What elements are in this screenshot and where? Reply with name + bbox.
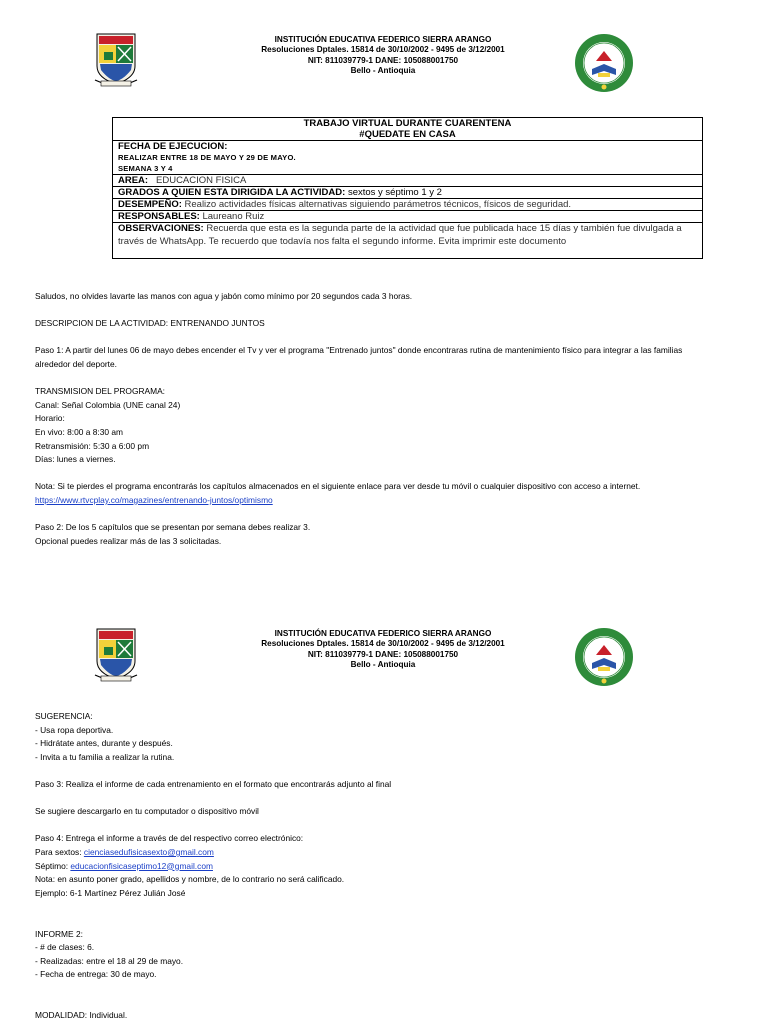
realizadas-text: - Realizadas: entre el 18 al 29 de mayo.	[35, 955, 184, 966]
institution-seal-logo-2	[574, 627, 634, 687]
area-cell	[113, 175, 703, 187]
program-link[interactable]: https://www.rtvcplay.co/magazines/entrenando-juntos/optimismo	[35, 494, 273, 505]
en-vivo-text: En vivo: 8:00 a 8:30 am	[35, 426, 123, 437]
grados-label: GRADOS A QUIEN ESTA DIRIGIDA LA ACTIVIDAD:	[118, 187, 346, 198]
info-title-line-2: #QUEDATE EN CASA	[359, 129, 456, 140]
grados-value: sextos y séptimo 1 y 2	[347, 187, 442, 198]
observaciones-cell	[113, 223, 703, 259]
horario-text: Horario:	[35, 413, 65, 424]
asunto-nota-text: Nota: en asunto poner grado, apellidos y nombre, de lo contrario no será calificado.	[35, 874, 345, 885]
descripcion-heading: DESCRIPCION DE LA ACTIVIDAD: ENTRENANDO JUNTOS	[35, 318, 265, 329]
paso4-text: Paso 4: Entrega el informe a través de del respectivo correo electrónico:	[35, 833, 304, 844]
sextos-email-link[interactable]: cienciasedufisicasexto@gmail.com	[83, 846, 214, 857]
saludos-text: Saludos, no olvides lavarte las manos con agua y jabón como mínimo por 20 segundos cada 3 horas.	[35, 291, 413, 301]
desempeno-value: Realizo actividades físicas alternativas siguiendo parámetros técnicos, físicos de seguridad.	[184, 199, 572, 210]
septimo-label: Séptimo:	[35, 860, 71, 871]
entrega-text: - Fecha de entrega: 30 de mayo.	[35, 969, 157, 980]
institution-name-2: INSTITUCIÓN EDUCATIVA FEDERICO SIERRA ARANGO	[274, 629, 492, 638]
fecha-line-1: REALIZAR ENTRE 18 DE MAYO Y 29 DE MAYO.	[118, 153, 296, 162]
clases-text: - # de clases: 6.	[35, 942, 95, 953]
dias-text: Días: lunes a viernes.	[35, 454, 116, 465]
paso2-line-2: Opcional puedes realizar más de las 3 solicitadas.	[35, 535, 222, 546]
grados-cell	[113, 187, 703, 199]
sugerencia-item-2: - Hidrátate antes, durante y después.	[35, 738, 173, 749]
paso1-line-2: alrededor del deporte.	[35, 358, 117, 369]
fecha-cell	[113, 141, 703, 175]
observaciones-label: OBSERVACIONES:	[118, 223, 204, 234]
nota-text: Nota: Si te pierdes el programa encontrarás los capítulos almacenados en el siguiente enlace para ver desde tu móvil o cualquier dispositivo con acceso a internet.	[35, 481, 641, 492]
area-label: AREA:	[118, 175, 149, 186]
septimo-email-link[interactable]: educacionfisicaseptimo12@gmail.com	[70, 860, 213, 871]
observaciones-value-1: Recuerda que esta es la segunda parte de la actividad que fue publicada hace 15 días y también fue divulgada a	[206, 223, 682, 234]
transmision-heading: TRANSMISION DEL PROGRAMA:	[35, 386, 165, 397]
activity-info-box	[112, 117, 703, 259]
page2-body	[35, 710, 391, 1023]
nit-dane-2: NIT: 811039779-1 DANE: 105088001750	[307, 649, 459, 659]
paso3-text: Paso 3: Realiza el informe de cada entrenamiento en el formato que encontrarás adjunto al final	[35, 778, 392, 789]
paso2-line-1: Paso 2: De los 5 capítulos que se presentan por semana debes realizar 3.	[35, 522, 311, 533]
institution-seal-logo	[574, 33, 634, 93]
institution-crest-logo	[93, 30, 139, 88]
desempeno-label: DESEMPEÑO:	[118, 199, 182, 210]
retransmision-text: Retransmisión: 5:30 a 6:00 pm	[35, 440, 150, 451]
sextos-label: Para sextos:	[35, 846, 84, 857]
sugiere-text: Se sugiere descargarlo en tu computador o dispositivo móvil	[35, 806, 259, 817]
ejemplo-text: Ejemplo: 6-1 Martínez Pérez Julián José	[35, 887, 186, 898]
resolutions-2: Resoluciones Dptales. 15814 de 30/10/2002 - 9495 de 3/12/2001	[261, 639, 505, 649]
institution-header	[238, 35, 528, 76]
canal-text: Canal: Señal Colombia (UNE canal 24)	[35, 399, 181, 410]
sugerencia-heading: SUGERENCIA:	[35, 711, 93, 721]
institution-name: INSTITUCIÓN EDUCATIVA FEDERICO SIERRA ARANGO	[274, 35, 492, 44]
desempeno-cell	[113, 199, 703, 211]
city-2: Bello - Antioquia	[350, 659, 416, 669]
observaciones-value-2: través de WhatsApp. Te recuerdo que todavía nos falta el segundo informe. Evita imprimir este documento	[118, 235, 567, 247]
page1-body	[35, 290, 682, 548]
institution-header-2	[238, 629, 528, 670]
responsables-label: RESPONSABLES:	[118, 211, 200, 222]
sugerencia-item-1: - Usa ropa deportiva.	[35, 724, 114, 735]
fecha-line-2: SEMANA 3 Y 4	[118, 164, 173, 173]
resolutions: Resoluciones Dptales. 15814 de 30/10/2002 - 9495 de 3/12/2001	[261, 45, 505, 55]
info-title	[113, 118, 703, 141]
responsables-value: Laureano Ruiz	[202, 211, 265, 222]
fecha-label: FECHA DE EJECUCION:	[118, 141, 228, 152]
city: Bello - Antioquia	[350, 65, 416, 75]
info-title-line-1: TRABAJO VIRTUAL DURANTE CUARENTENA	[303, 118, 512, 129]
nit-dane: NIT: 811039779-1 DANE: 105088001750	[307, 55, 459, 65]
responsables-cell	[113, 211, 703, 223]
institution-crest-logo-2	[93, 625, 139, 683]
modalidad-text: MODALIDAD: Individual.	[35, 1010, 128, 1021]
area-value: EDUCACION FISICA	[156, 175, 247, 186]
paso1-line-1: Paso 1: A partir del lunes 06 de mayo debes encender el Tv y ver el programa "Entrenado juntos" donde encontraras rutina de mantenimiento físico para integrar a las familias	[35, 345, 683, 356]
informe-heading: INFORME 2:	[35, 928, 83, 939]
sugerencia-item-3: - Invita a tu familia a realizar la rutina.	[35, 751, 175, 762]
